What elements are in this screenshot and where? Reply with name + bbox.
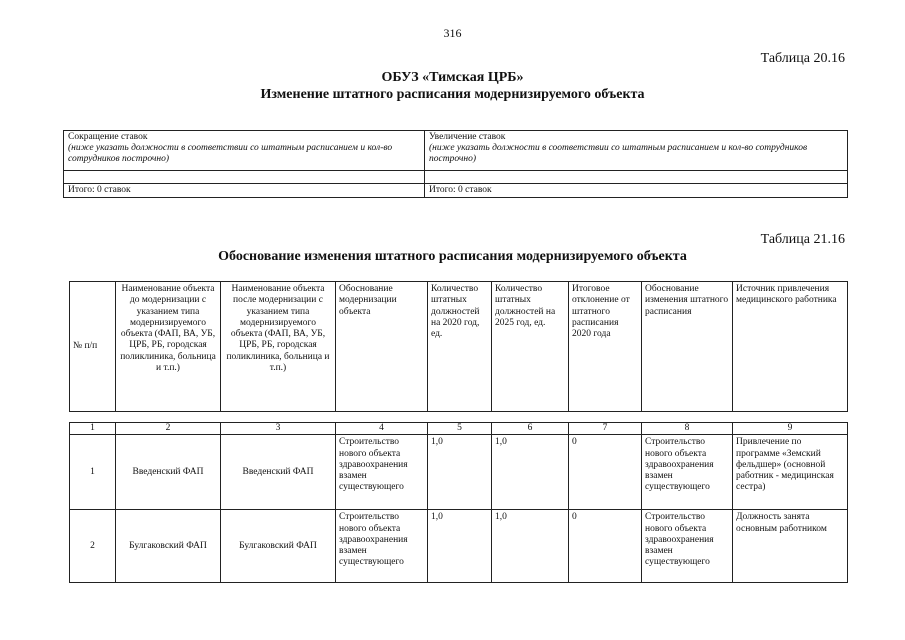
header-count-2025: Количество штатных должностей на 2025 год, ед. bbox=[492, 282, 569, 412]
table-21-16-title: Обоснование изменения штатного расписания модернизируемого объекта bbox=[218, 249, 687, 264]
column-number: 6 bbox=[492, 423, 569, 435]
table-row bbox=[64, 171, 848, 184]
table-row bbox=[70, 435, 848, 510]
row-deviation: 0 bbox=[569, 435, 642, 510]
increase-cell bbox=[425, 131, 848, 171]
row-name-before: Введенский ФАП bbox=[116, 435, 221, 510]
header-row bbox=[70, 282, 848, 412]
increase-note: (ниже указать должности в соответствии со штатным расписанием и кол-во сотрудников построчно) bbox=[429, 143, 808, 164]
column-number: 1 bbox=[70, 423, 116, 435]
header-staff-reason: Обоснование изменения штатного расписания bbox=[642, 282, 733, 412]
column-number: 8 bbox=[642, 423, 733, 435]
row-deviation: 0 bbox=[569, 510, 642, 583]
empty-cell bbox=[64, 171, 425, 184]
empty-cell bbox=[425, 171, 848, 184]
row-name-before: Булгаковский ФАП bbox=[116, 510, 221, 583]
header-num: № п/п bbox=[70, 282, 116, 412]
column-number: 2 bbox=[116, 423, 221, 435]
table-row bbox=[70, 510, 848, 583]
spacer-row bbox=[70, 412, 848, 423]
column-number: 7 bbox=[569, 423, 642, 435]
row-name-after: Булгаковский ФАП bbox=[221, 510, 336, 583]
row-reason: Строительство нового объекта здравоохранения взамен существующего bbox=[336, 435, 428, 510]
header-reason: Обоснование модернизации объекта bbox=[336, 282, 428, 412]
staffing-change-table bbox=[63, 130, 848, 198]
row-num: 2 bbox=[70, 510, 116, 583]
header-deviation: Итоговое отклонение от штатного расписания 2020 года bbox=[569, 282, 642, 412]
header-count-2020: Количество штатных должностей на 2020 год, ед. bbox=[428, 282, 492, 412]
table-21-16-label: Таблица 21.16 bbox=[760, 232, 845, 247]
row-staff-reason: Строительство нового объекта здравоохранения взамен существующего bbox=[642, 435, 733, 510]
table-row bbox=[64, 131, 848, 171]
table-20-16-label: Таблица 20.16 bbox=[760, 51, 845, 66]
row-name-after: Введенский ФАП bbox=[221, 435, 336, 510]
row-reason: Строительство нового объекта здравоохранения взамен существующего bbox=[336, 510, 428, 583]
reduction-total: Итого: 0 ставок bbox=[64, 184, 425, 198]
table-20-16-title: Изменение штатного расписания модернизируемого объекта bbox=[260, 87, 645, 102]
reduction-cell bbox=[64, 131, 425, 171]
organization-title: ОБУЗ «Тимская ЦРБ» bbox=[381, 70, 524, 85]
column-number: 5 bbox=[428, 423, 492, 435]
row-count-2020: 1,0 bbox=[428, 435, 492, 510]
reduction-note: (ниже указать должности в соответствии со штатным расписанием и кол-во сотрудников построчно) bbox=[68, 143, 393, 164]
header-source: Источник привлечения медицинского работника bbox=[733, 282, 848, 412]
row-num: 1 bbox=[70, 435, 116, 510]
column-number-row bbox=[70, 423, 848, 435]
table-row bbox=[64, 184, 848, 198]
page-number: 316 bbox=[443, 26, 462, 40]
row-staff-reason: Строительство нового объекта здравоохранения взамен существующего bbox=[642, 510, 733, 583]
increase-total: Итого: 0 ставок bbox=[425, 184, 848, 198]
justification-table bbox=[69, 281, 848, 583]
row-source: Должность занята основным работником bbox=[733, 510, 848, 583]
row-source: Привлечение по программе «Земский фельдшер» (основной работник - медицинская сестра) bbox=[733, 435, 848, 510]
reduction-header: Сокращение ставок bbox=[68, 132, 148, 142]
row-count-2020: 1,0 bbox=[428, 510, 492, 583]
row-count-2025: 1,0 bbox=[492, 435, 569, 510]
increase-header: Увеличение ставок bbox=[429, 132, 506, 142]
column-number: 4 bbox=[336, 423, 428, 435]
header-name-before: Наименование объекта до модернизации с указанием типа модернизируемого объекта (ФАП, ВА, УБ, ЦРБ, РБ, городская поликлиника, больница и т.п.) bbox=[116, 282, 221, 412]
row-count-2025: 1,0 bbox=[492, 510, 569, 583]
column-number: 3 bbox=[221, 423, 336, 435]
column-number: 9 bbox=[733, 423, 848, 435]
header-name-after: Наименование объекта после модернизации с указанием типа модернизируемого объекта (ФАП, ВА, УБ, ЦРБ, РБ, городская поликлиника, больница и т.п.) bbox=[221, 282, 336, 412]
